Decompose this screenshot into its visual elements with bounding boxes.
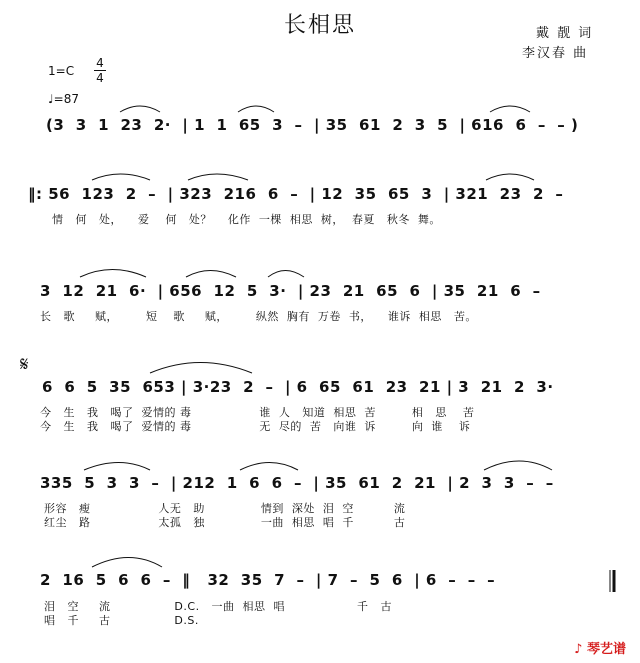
score-row-6-lyrics-2: 唱 千 古 D.S.	[44, 614, 199, 627]
score-row-6-lyrics-1: 泪 空 流 D.C. 一曲 相思 唱 千 古	[44, 600, 392, 613]
end-barlines	[610, 570, 614, 592]
slur-mark	[486, 174, 534, 180]
watermark-logo	[574, 638, 626, 657]
score-row-3-lyrics: 长 歌 赋， 短 歌 赋， 纵然 胸有 万卷 书， 谁诉 相思 苦。	[40, 310, 477, 323]
slur-mark	[240, 463, 298, 471]
slur-mark	[268, 271, 304, 278]
score-row-4-notes: 6 6 5 35 653 | 3·23 2 – | 6 65 61 23 21 | 3 21 2 3·	[42, 378, 554, 396]
time-top: 4	[96, 56, 104, 70]
slur-mark	[238, 106, 274, 112]
slur-mark	[188, 174, 248, 180]
segno-icon: 𝄋	[20, 352, 29, 376]
score-row-1-notes: (3 3 1 23 2· | 1 1 65 3 – | 35 61 2 3 5 | 616 6 – – )	[46, 116, 579, 134]
slur-mark	[92, 558, 162, 568]
slur-mark	[120, 106, 160, 112]
slur-mark	[92, 174, 150, 180]
score-row-2-notes: ‖: 56 123 2 – | 323 216 6 – | 12 35 65 3 | 321 23 2 –	[28, 185, 564, 203]
quarter-note-icon: ♩	[48, 92, 54, 106]
time-bottom: 4	[94, 70, 106, 85]
score-row-4-lyrics-2: 今 生 我 喝了 爱情的 毒 无 尽的 苦 向谁 诉 向 谁 诉	[40, 420, 471, 433]
slur-mark	[80, 270, 146, 278]
slur-mark	[490, 106, 530, 112]
score-row-5-lyrics-2: 红尘 路 太孤 独 一曲 相思 唱 千 古	[44, 516, 406, 529]
logo-icon: ♪	[574, 642, 583, 657]
score-row-5-notes: 335 5 3 3 – | 212 1 6 6 – | 35 61 2 21 | 2 3 3 – –	[40, 474, 554, 492]
score-row-3-notes: 3 12 21 6· | 656 12 5 3· | 23 21 65 6 | 35 21 6 –	[40, 282, 541, 300]
composer-credit: 李汉春 曲	[522, 46, 589, 61]
slur-mark	[150, 363, 252, 374]
tempo-value: =87	[53, 92, 79, 106]
song-title: 长相思	[283, 13, 356, 38]
lyricist-credit: 戴 靓 词	[536, 26, 594, 41]
slur-mark	[84, 463, 150, 471]
watermark-label: 琴艺谱	[586, 642, 626, 657]
score-row-2-lyrics: 情 何 处， 爱 何 处？ 化作 一棵 相思 树， 春夏 秋冬 舞。	[40, 213, 441, 226]
slur-mark	[186, 271, 236, 278]
key-label: 1=C	[48, 64, 75, 78]
score-row-5-lyrics-1: 形容 瘦 人无 助 情到 深处 泪 空 流	[44, 502, 406, 515]
slur-mark	[484, 461, 552, 470]
score-row-6-notes: 2 16 5 6 6 – ‖ 32 35 7 – | 7 – 5 6 | 6 – – –	[40, 571, 496, 589]
score-row-4-lyrics-1: 今 生 我 喝了 爱情的 毒 谁 人 知道 相思 苦 相 思 苦	[40, 406, 475, 419]
